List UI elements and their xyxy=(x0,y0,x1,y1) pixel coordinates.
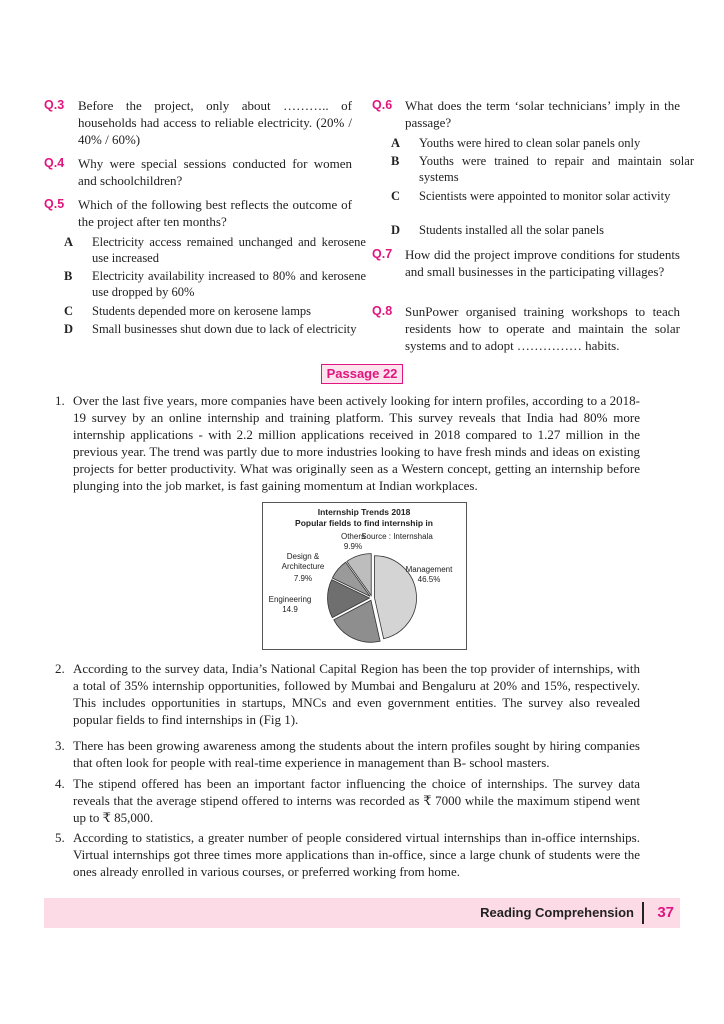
slice-label-engineering: Engineering xyxy=(268,595,312,604)
question-text: Why were special sessions conducted for women and schoolchildren? xyxy=(78,156,352,188)
paragraph-number: 1. xyxy=(55,393,65,408)
chart-subtitle: Popular fields to find internship in xyxy=(295,518,433,528)
question-text: Before the project, only about ……….. of households had access to reliable electricity. (20% / 40% / 60%) xyxy=(78,98,352,147)
question-text: What does the term ‘solar technicians’ imply in the passage? xyxy=(405,98,680,130)
question-number: Q.7 xyxy=(372,247,393,261)
paragraph-number: 2. xyxy=(55,661,65,676)
question-number: Q.8 xyxy=(372,304,393,318)
paragraph-text: The stipend offered has been an important factor influencing the choice of internships. The survey data reveals that the average stipend offered to interns was recorded as ₹ 7000 while the maximum stipend went up to ₹ 85,000. xyxy=(73,776,640,825)
option-d: D Small businesses shut down due to lack of electricity xyxy=(64,322,357,336)
pie-chart-figure xyxy=(262,502,467,650)
pie-slices xyxy=(328,554,417,643)
slice-label-others: Others xyxy=(340,532,366,541)
option-b: B Electricity availability increased to 80% and kerosene use dropped by 60% xyxy=(64,269,366,299)
slice-label-design-line2: Architecture xyxy=(281,562,325,571)
slice-value-management: 46.5% xyxy=(417,575,441,584)
paragraph-number: 3. xyxy=(55,738,65,753)
slice-label-management: Management xyxy=(405,565,453,574)
question-text: SunPower organised training workshops to teach residents how to operate and maintain the solar systems and to adopt …………… habits. xyxy=(405,304,680,353)
paragraph-text: According to statistics, a greater number of people considered virtual internships than in-office internships. Virtual internships got three times more applications than in-office, since a large chunk of students were the ones already enrolled in various courses, or preferred working from home. xyxy=(73,830,640,879)
paragraph-5 xyxy=(55,829,640,880)
option-d: D Students installed all the solar panels xyxy=(391,223,605,237)
paragraph-3 xyxy=(55,737,640,771)
paragraph-text: According to the survey data, India’s National Capital Region has been the top provider of internships, with a total of 35% internship opportunities, followed by Mumbai and Bengaluru at 20% and 15%, respectively. This includes opportunities in startups, MNCs and even government entities. The survey also revealed popular fields to find internships in (Fig 1). xyxy=(73,661,640,727)
page-number: 37 xyxy=(657,904,674,921)
chart-source: Source : Internshala xyxy=(361,532,433,541)
slice-value-others: 9.9% xyxy=(343,542,363,551)
paragraph-4 xyxy=(55,775,640,826)
slice-value-design: 7.9% xyxy=(293,574,313,583)
slice-value-engineering: 14.9 xyxy=(282,605,298,614)
pie-chart xyxy=(263,503,466,649)
paragraph-number: 4. xyxy=(55,776,65,791)
question-number: Q.3 xyxy=(44,98,65,112)
option-b: B Youths were trained to repair and maintain solar systems xyxy=(391,154,694,184)
passage-title: Passage 22 xyxy=(321,364,403,384)
paragraph-number: 5. xyxy=(55,830,65,845)
question-number: Q.4 xyxy=(44,156,65,170)
chart-title: Internship Trends 2018 xyxy=(317,507,411,517)
question-text: How did the project improve conditions for students and small businesses in the participating villages? xyxy=(405,247,680,279)
option-c: C Students depended more on kerosene lamps xyxy=(64,304,312,318)
question-number: Q.5 xyxy=(44,197,65,211)
option-c: C Scientists were appointed to monitor solar activity xyxy=(391,189,671,203)
footer-divider xyxy=(642,902,644,924)
paragraph-text: Over the last five years, more companies have been actively looking for intern profiles, according to a 2018-19 survey by an online internship and training platform. This survey reveals that India had 80% more internship applications - with 2.2 million applications received in 2018 compared to 1.27 million in the previous year. The trend was partly due to more industries looking to have fresh minds and ideas on existing projects for better productivity. What was originally seen as a Western concept, getting an internship before plunging into the job market, is fast gaining momentum at Indian workplaces. xyxy=(73,393,640,493)
paragraph-2 xyxy=(55,660,640,728)
paragraph-1 xyxy=(55,392,640,494)
slice-label-design-line1: Design & xyxy=(286,552,320,561)
question-number: Q.6 xyxy=(372,98,393,112)
option-a: A Electricity access remained unchanged and kerosene use increased xyxy=(64,235,366,265)
paragraph-text: There has been growing awareness among the students about the intern profiles sought by hiring companies that often look for people with real-time experience in management than B- school masters. xyxy=(73,738,640,770)
question-text: Which of the following best reflects the outcome of the project after ten months? xyxy=(78,197,352,229)
option-a: A Youths were hired to clean solar panels only xyxy=(391,136,641,150)
footer-bar xyxy=(44,898,680,928)
footer-label: Reading Comprehension xyxy=(480,905,634,920)
